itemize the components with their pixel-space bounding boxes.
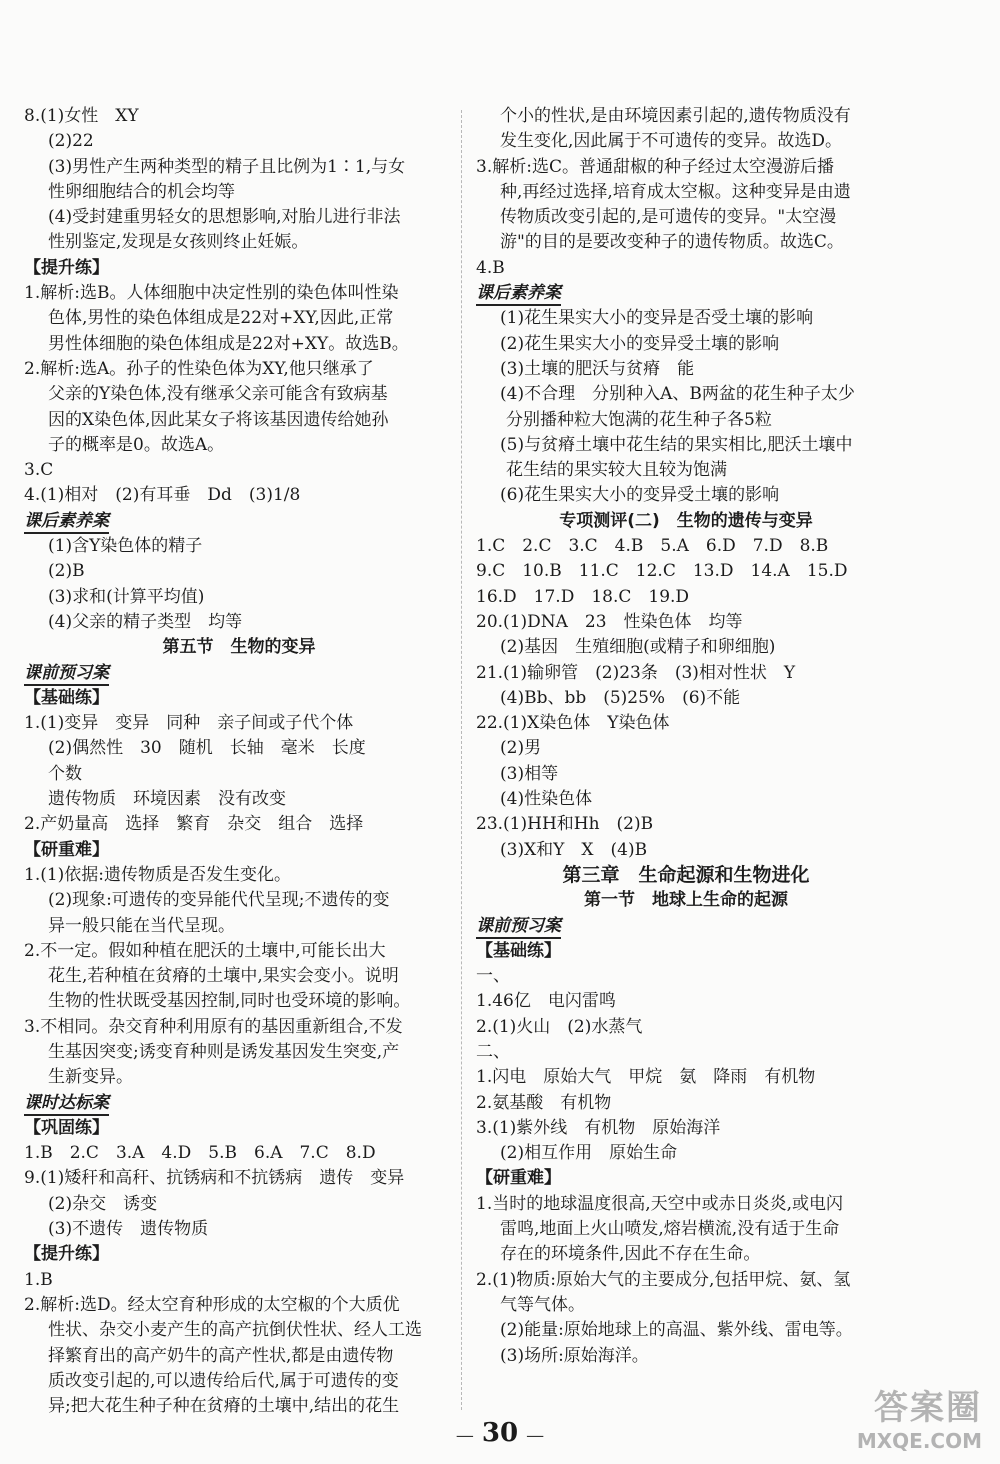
watermark-site-text: MXQE.COM	[856, 1429, 982, 1453]
answer-line: 异;把大花生种子种在贫瘠的土壤中,结出的花生	[48, 1396, 400, 1417]
answer-line: 气等气体。	[500, 1294, 585, 1315]
answer-line: 择繁育出的高产奶牛的高产性状,都是由遗传物	[48, 1345, 394, 1366]
answer-line: 二、	[476, 1041, 510, 1062]
answer-line: 3.(1)紫外线 有机物 原始海洋	[476, 1117, 721, 1138]
exercise-tag: 【研重难】	[476, 1168, 561, 1189]
answer-line: 4.(1)相对 (2)有耳垂 Dd (3)1/8	[24, 485, 301, 506]
answer-line: 3.不相同。杂交育种利用原有的基因重新组合,不发	[24, 1016, 403, 1037]
answer-line: 1.解析:选B。人体细胞中决定性别的染色体叫性染	[24, 283, 399, 304]
answer-line: 遗传物质 环境因素 没有改变	[48, 789, 286, 810]
answer-line: (1)含Y染色体的精子	[48, 536, 203, 557]
chapter-title: 第五节 生物的变异	[162, 637, 316, 658]
answer-line: 1.B	[24, 1269, 53, 1290]
answer-line: (2)花生果实大小的变异受土壤的影响	[500, 333, 780, 354]
answer-line: 生基因突变;诱变育种则是诱发基因发生突变,产	[48, 1041, 400, 1062]
answer-line: (1)花生果实大小的变异是否受土壤的影响	[500, 308, 814, 329]
answer-line: 性卵细胞结合的机会均等	[48, 181, 235, 202]
section-heading	[476, 914, 896, 939]
answer-line: (3)求和(计算平均值)	[48, 586, 205, 607]
answer-line: 传物质改变引起的,是可遗传的变异。"太空漫	[500, 207, 837, 228]
answer-line: 个小的性状,是由环境因素引起的,遗传物质没有	[500, 106, 851, 126]
answer-line: (5)与贫瘠土壤中花生结的果实相比,肥沃土壤中	[500, 434, 853, 455]
column-divider	[461, 110, 462, 1410]
answer-line: (6)花生果实大小的变异受土壤的影响	[500, 485, 780, 506]
section-heading-text: 课后素养案	[476, 283, 561, 306]
answer-line: (3)X和Y X (4)B	[500, 839, 648, 860]
answer-line: 色体,男性的染色体组成是22对+XY,因此,正常	[48, 308, 394, 329]
answer-line: 3.C	[24, 460, 54, 481]
answer-line: 个数	[48, 763, 82, 784]
answer-line: (2)基因 生殖细胞(或精子和卵细胞)	[500, 637, 776, 658]
right-column	[476, 104, 896, 1369]
exercise-tag: 【提升练】	[24, 257, 109, 278]
answer-line: 1.C 2.C 3.C 4.B 5.A 6.D 7.D 8.B	[476, 536, 829, 557]
answer-line: 21.(1)输卵管 (2)23条 (3)相对性状 Y	[476, 662, 796, 683]
section-heading-text: 课前预习案	[476, 916, 561, 939]
answer-line: (4)受封建重男轻女的思想影响,对胎儿进行非法	[48, 207, 401, 228]
answer-line: (4)父亲的精子类型 均等	[48, 611, 243, 632]
page-number: — 30 —	[455, 1418, 545, 1448]
answer-line: 2.(1)火山 (2)水蒸气	[476, 1016, 643, 1037]
answer-line: (2)现象:可遗传的变异能代代呈现;不遗传的变	[48, 890, 390, 911]
answer-line: 16.D 17.D 18.C 19.D	[476, 586, 690, 607]
answer-line: 父亲的Y染色体,没有继承父亲可能含有致病基	[48, 384, 388, 405]
answer-line: (3)男性产生两种类型的精子且比例为1∶1,与女	[48, 156, 406, 177]
exercise-tag: 【基础练】	[476, 940, 561, 961]
section-heading-text: 课后素养案	[24, 511, 109, 534]
answer-line: 1.闪电 原始大气 甲烷 氨 降雨 有机物	[476, 1067, 816, 1088]
answer-line: 分别播种粒大饱满的花生种子各5粒	[506, 409, 772, 430]
answer-line: (2)相互作用 原始生命	[500, 1143, 678, 1164]
chapter-title: 第三章 生命起源和生物进化	[562, 863, 810, 886]
answer-line: 22.(1)X染色体 Y染色体	[476, 713, 670, 734]
answer-line: 性别鉴定,发现是女孩则终止妊娠。	[48, 232, 309, 253]
section-heading-text: 课前预习案	[24, 663, 109, 686]
answer-line: (2)杂交 诱变	[48, 1193, 158, 1214]
answer-line: (2)偶然性 30 随机 长轴 毫米 长度	[48, 738, 366, 759]
answer-line: (3)场所:原始海洋。	[500, 1345, 649, 1366]
answer-line: 1.当时的地球温度很高,天空中或赤日炎炎,或电闪	[476, 1193, 844, 1214]
page-number-text: 30	[481, 1418, 519, 1448]
answer-line: 男性体细胞的染色体组成是22对+XY。故选B。	[48, 333, 409, 354]
exercise-tag: 【提升练】	[24, 1244, 109, 1265]
answer-line: 子的概率是0。故选A。	[48, 434, 225, 455]
answer-line: (2)男	[500, 738, 542, 759]
answer-line: 2.氨基酸 有机物	[476, 1092, 612, 1113]
answer-line: 因的X染色体,因此某女子将该基因遗传给她孙	[48, 409, 389, 430]
answer-line: 质改变引起的,可以遗传给后代,属于可遗传的变	[48, 1370, 399, 1391]
answer-line: (4)不合理 分别种入A、B两盆的花生种子太少	[500, 384, 855, 405]
answer-line: (3)土壤的肥沃与贫瘠 能	[500, 358, 695, 379]
section-heading	[476, 281, 896, 306]
answer-line: (4)性染色体	[500, 789, 593, 810]
answer-line: 雷鸣,地面上火山喷发,熔岩横流,没有适于生命	[500, 1219, 840, 1240]
answer-line: 1.46亿 电闪雷鸣	[476, 991, 616, 1012]
answer-line: 9.(1)矮秆和高秆、抗锈病和不抗锈病 遗传 变异	[24, 1168, 405, 1189]
answer-line: 性状、杂交小麦产生的高产抗倒伏性状、经人工选	[48, 1320, 422, 1341]
exercise-tag: 【巩固练】	[24, 1117, 109, 1138]
answer-line: 2.产奶量高 选择 繁育 杂交 组合 选择	[24, 814, 364, 835]
answer-line: 花生结的果实较大且较为饱满	[506, 460, 727, 481]
answer-line: 生新变异。	[48, 1067, 133, 1088]
answer-line: 异一般只能在当代呈现。	[48, 915, 235, 936]
answer-line: 游"的目的是要改变种子的遗传物质。故选C。	[500, 232, 844, 253]
answer-line: 存在的环境条件,因此不存在生命。	[500, 1244, 761, 1265]
section-heading	[24, 1091, 454, 1116]
answer-line: 4.B	[476, 257, 505, 278]
exercise-tag: 【基础练】	[24, 687, 109, 708]
answer-line: (4)Bb、bb (5)25% (6)不能	[500, 687, 741, 708]
answer-line: 2.不一定。假如种植在肥沃的土壤中,可能长出大	[24, 940, 386, 961]
exercise-tag: 【研重难】	[24, 839, 109, 860]
answer-line: 生物的性状既受基因控制,同时也受环境的影响。	[48, 991, 411, 1012]
answer-line: 3.解析:选C。普通甜椒的种子经过太空漫游后播	[476, 156, 834, 177]
section-heading	[24, 661, 454, 686]
answer-line: 种,再经过选择,培育成太空椒。这种变异是由遗	[500, 181, 851, 202]
answer-line: 发生变化,因此属于不可遗传的变异。故选D。	[500, 131, 843, 152]
answer-line: 2.(1)物质:原始大气的主要成分,包括甲烷、氨、氢	[476, 1269, 851, 1290]
watermark-logo-text: 答案圈	[874, 1388, 982, 1428]
chapter-title: 专项测评(二) 生物的遗传与变异	[559, 510, 813, 531]
answer-line: (2)能量:原始地球上的高温、紫外线、雷电等。	[500, 1320, 853, 1341]
answer-line: 23.(1)HH和Hh (2)B	[476, 814, 654, 835]
answer-line: 1.B 2.C 3.A 4.D 5.B 6.A 7.C 8.D	[24, 1143, 376, 1164]
answer-line: 2.解析:选D。经太空育种形成的太空椒的个大质优	[24, 1294, 400, 1315]
section-heading-text: 课时达标案	[24, 1093, 109, 1116]
section-heading	[24, 509, 454, 534]
answer-line: (2)22	[48, 131, 94, 152]
left-column	[24, 104, 454, 1419]
chapter-title: 第一节 地球上生命的起源	[584, 890, 788, 911]
answer-line: 1.(1)依据:遗传物质是否发生变化。	[24, 864, 292, 885]
answer-line: 20.(1)DNA 23 性染色体 均等	[476, 611, 743, 632]
answer-line: 1.(1)变异 变异 同种 亲子间或子代个体	[24, 713, 354, 734]
answer-line: (3)不遗传 遗传物质	[48, 1219, 209, 1240]
answer-line: (3)相等	[500, 763, 559, 784]
watermark-logo	[832, 1380, 982, 1453]
answer-line: 花生,若种植在贫瘠的土壤中,果实会变小。说明	[48, 966, 399, 987]
answer-line: (2)B	[48, 561, 85, 582]
answer-line: 一、	[476, 966, 510, 987]
answer-line: 9.C 10.B 11.C 12.C 13.D 14.A 15.D	[476, 561, 848, 582]
answer-line: 2.解析:选A。孙子的性染色体为XY,他只继承了	[24, 358, 374, 379]
answer-line: 8.(1)女性 XY	[24, 106, 139, 126]
